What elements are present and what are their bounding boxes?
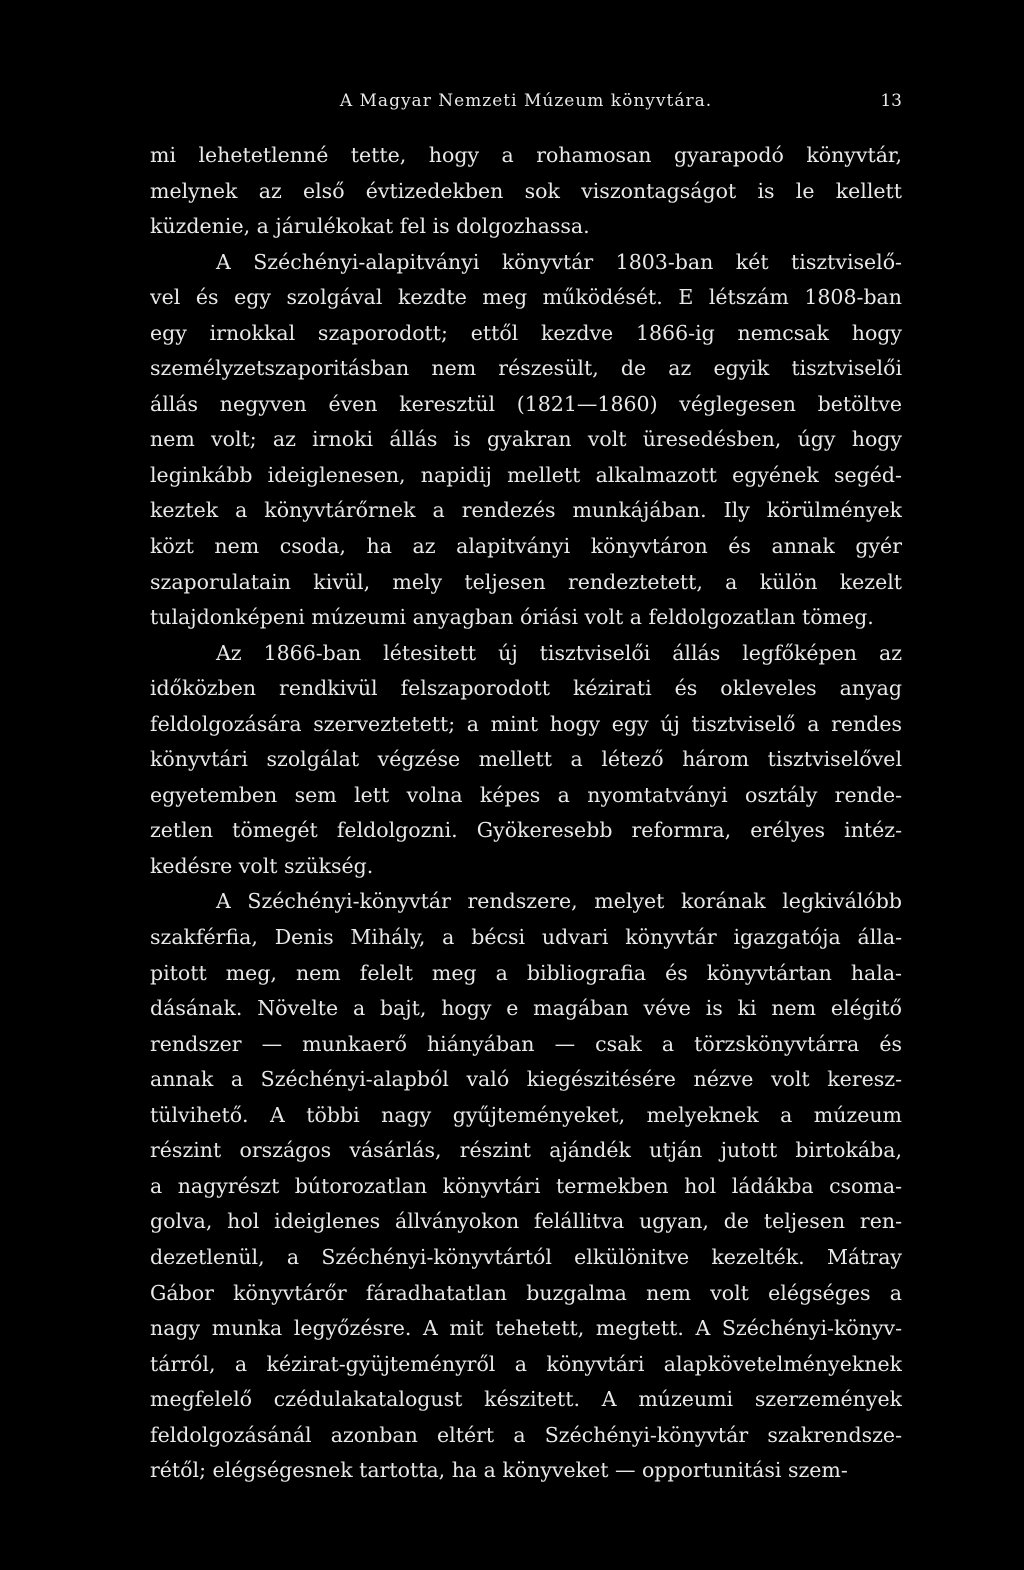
text-line: dásának. Növelte a bajt, hogy e magában véve is ki nem elégitő: [150, 996, 902, 1021]
text-line: állás negyven éven keresztül (1821—1860) véglegesen betöltve: [150, 391, 902, 416]
text-line: feldolgozására szerveztetett; a mint hogy egy új tisztviselő a rendes: [150, 711, 902, 736]
text-line: zetlen tömegét feldolgozni. Gyökeresebb reformra, erélyes intéz-: [150, 818, 902, 843]
body-text: [150, 138, 902, 1489]
paragraph: [150, 138, 902, 245]
text-line: A Széchényi-könyvtár rendszere, melyet korának legkiválóbb: [216, 889, 902, 914]
text-line: leginkább ideiglenesen, napidij mellett alkalmazott egyének segéd-: [150, 462, 902, 487]
text-line: A Széchényi-alapitványi könyvtár 1803-ban két tisztviselő-: [216, 249, 902, 274]
text-line: kedésre volt szükség.: [150, 853, 374, 878]
text-line: nagy munka legyőzésre. A mit tehetett, megtett. A Széchényi-könyv-: [150, 1316, 902, 1341]
text-line: mi lehetetlenné tette, hogy a rohamosan gyarapodó könyvtár,: [150, 143, 902, 167]
text-line: nem volt; az irnoki állás is gyakran volt üresedésben, úgy hogy: [150, 427, 902, 452]
text-line: tulajdonképeni múzeumi anyagban óriási volt a feldolgozatlan tömeg.: [150, 605, 874, 630]
text-line: pitott meg, nem felelt meg a bibliografia és könyvtártan hala-: [150, 960, 902, 985]
paragraph: [150, 245, 902, 636]
text-line: személyzetszaporitásban nem részesült, de az egyik tisztviselői: [150, 356, 902, 381]
text-line: egyetemben sem lett volna képes a nyomtatványi osztály rende-: [150, 782, 902, 807]
running-head: [150, 86, 902, 116]
text-line: részint országos vásárlás, részint ajándék utján jutott birtokába,: [150, 1138, 902, 1163]
text-line: feldolgozásánál azonban eltért a Széchényi-könyvtár szakrendsze-: [150, 1422, 902, 1447]
text-line: egy irnokkal szaporodott; ettől kezdve 1866-ig nemcsak hogy: [150, 320, 902, 345]
text-line: dezetlenül, a Széchényi-könyvtártól elkülönitve kezelték. Mátray: [150, 1244, 902, 1269]
text-line: keztek a könyvtárőrnek a rendezés munkájában. Ily körülmények: [150, 498, 902, 523]
text-line: Gábor könyvtárőr fáradhatatlan buzgalma nem volt elégséges a: [150, 1280, 902, 1305]
text-line: golva, hol ideiglenes állványokon felállitva ugyan, de teljesen ren-: [150, 1209, 902, 1234]
paragraph: [150, 636, 902, 885]
text-line: Az 1866-ban létesitett új tisztviselői állás legfőképen az: [216, 640, 902, 665]
text-line: tülvihető. A többi nagy gyűjteményeket, melyeknek a múzeum: [150, 1102, 902, 1127]
text-line: rétől; elégségesnek tartotta, ha a könyveket — opportunitási szem-: [150, 1458, 848, 1483]
text-line: időközben rendkivül felszaporodott kézirati és okleveles anyag: [150, 676, 902, 701]
text-line: küzdenie, a járulékokat fel is dolgozhassa.: [150, 214, 590, 239]
page-number: 13: [880, 91, 902, 111]
text-line: a nagyrészt bútorozatlan könyvtári termekben hol ládákba csoma-: [150, 1173, 902, 1198]
text-line: rendszer — munkaerő hiányában — csak a törzskönyvtárra és: [150, 1031, 902, 1056]
text-line: melynek az első évtizedekben sok viszontagságot is le kellett: [150, 178, 902, 203]
text-line: közt nem csoda, ha az alapitványi könyvtáron és annak gyér: [150, 534, 902, 559]
text-line: szaporulatain kivül, mely teljesen rendeztetett, a külön kezelt: [150, 569, 902, 594]
text-line: könyvtári szolgálat végzése mellett a létező három tisztviselővel: [150, 747, 902, 772]
text-line: tárról, a kézirat-gyüjteményről a könyvtári alapkövetelményeknek: [150, 1351, 902, 1376]
text-line: annak a Széchényi-alapból való kiegészitésére nézve volt keresz-: [150, 1067, 902, 1092]
running-title: A Magyar Nemzeti Múzeum könyvtára.: [339, 91, 713, 111]
text-line: megfelelő czédulakatalogust készitett. A múzeumi szerzemények: [150, 1387, 902, 1412]
text-line: vel és egy szolgával kezdte meg működését. E létszám 1808-ban: [150, 285, 902, 310]
paragraph: [150, 884, 902, 1488]
text-line: szakférfia, Denis Mihály, a bécsi udvari könyvtár igazgatója álla-: [150, 925, 902, 950]
